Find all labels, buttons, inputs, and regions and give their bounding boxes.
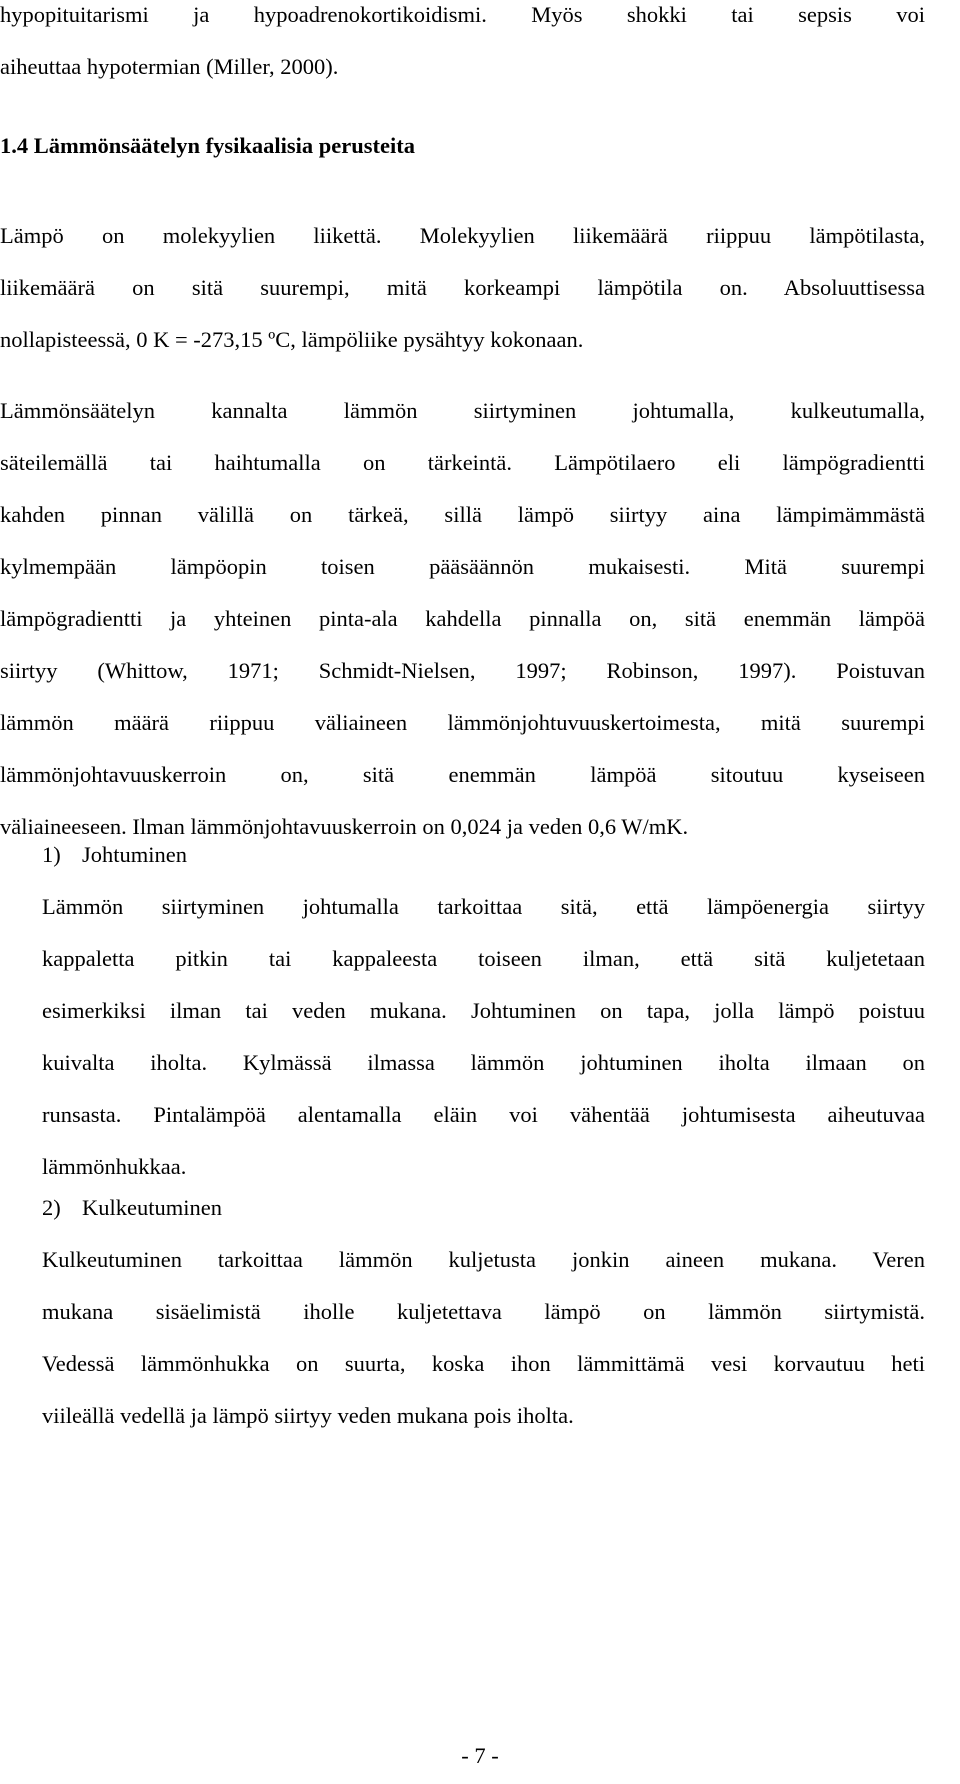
list-item-line: Lämmön siirtyminen johtumalla tarkoittaa sitä, että lämpöenergia siirtyy	[42, 894, 925, 919]
paragraph-1	[0, 210, 925, 366]
list-item-line: lämmönhukkaa.	[42, 1154, 187, 1179]
list-item-line: kappaletta pitkin tai kappaleesta toiseen ilman, että sitä kuljetetaan	[42, 946, 925, 971]
paragraph-line: lämpögradientti ja yhteinen pinta-ala kahdella pinnalla on, sitä enemmän lämpöä	[0, 606, 925, 631]
intro-line: aiheuttaa hypotermian (Miller, 2000).	[0, 54, 339, 79]
list-item-title	[42, 829, 925, 881]
page-heading: 1.4 Lämmönsäätelyn fysikaalisia perusteita	[0, 133, 416, 158]
paragraph-line: väliaineeseen. Ilman lämmönjohtavuuskerroin on 0,024 ja veden 0,6 W/mK.	[0, 814, 689, 839]
list-item-line: viileällä vedellä ja lämpö siirtyy veden mukana pois iholta.	[42, 1403, 574, 1428]
list-item-johtuminen	[42, 829, 925, 1193]
section-heading	[0, 120, 925, 172]
list-item-line: runsasta. Pintalämpöä alentamalla eläin voi vähentää johtumisesta aiheutuvaa	[42, 1102, 925, 1127]
list-item-title	[42, 1182, 925, 1234]
list-item-number: 2)	[42, 1195, 61, 1220]
paragraph-line: liikemäärä on sitä suurempi, mitä korkeampi lämpötila on. Absoluuttisessa	[0, 275, 925, 300]
paragraph-line: lämmön määrä riippuu väliaineen lämmönjohtuvuuskertoimesta, mitä suurempi	[0, 710, 925, 735]
paragraph-line: Lämpö on molekyylien liikettä. Molekyylien liikemäärä riippuu lämpötilasta,	[0, 223, 925, 248]
list-item-line: mukana sisäelimistä iholle kuljetettava lämpö on lämmön siirtymistä.	[42, 1299, 925, 1324]
paragraph-2	[0, 385, 925, 853]
list-item-number: 1)	[42, 842, 61, 867]
intro-paragraph	[0, 0, 925, 93]
list-item-line: kuivalta iholta. Kylmässä ilmassa lämmön johtuminen iholta ilmaan on	[42, 1050, 925, 1075]
list-item-line: Kulkeutuminen tarkoittaa lämmön kuljetusta jonkin aineen mukana. Veren	[42, 1247, 925, 1272]
page-number: - 7 -	[461, 1743, 499, 1768]
paragraph-line: nollapisteessä, 0 K = -273,15 ºC, lämpöliike pysähtyy kokonaan.	[0, 327, 584, 352]
list-item-title-text: Kulkeutuminen	[82, 1195, 222, 1220]
list-item-line: esimerkiksi ilman tai veden mukana. Johtuminen on tapa, jolla lämpö poistuu	[42, 998, 925, 1023]
paragraph-line: kylmempään lämpöopin toisen pääsäännön mukaisesti. Mitä suurempi	[0, 554, 925, 579]
list-item-line: Vedessä lämmönhukka on suurta, koska ihon lämmittämä vesi korvautuu heti	[42, 1351, 925, 1376]
paragraph-line: siirtyy (Whittow, 1971; Schmidt-Nielsen, 1997; Robinson, 1997). Poistuvan	[0, 658, 925, 683]
intro-line: hypopituitarismi ja hypoadrenokortikoidismi. Myös shokki tai sepsis voi	[0, 2, 925, 27]
paragraph-line: kahden pinnan välillä on tärkeä, sillä lämpö siirtyy aina lämpimämmästä	[0, 502, 925, 527]
list-item-kulkeutuminen	[42, 1182, 925, 1442]
paragraph-line: säteilemällä tai haihtumalla on tärkeintä. Lämpötilaero eli lämpögradientti	[0, 450, 925, 475]
paragraph-line: lämmönjohtavuuskerroin on, sitä enemmän lämpöä sitoutuu kyseiseen	[0, 762, 925, 787]
list-item-title-text: Johtuminen	[82, 842, 187, 867]
paragraph-line: Lämmönsäätelyn kannalta lämmön siirtyminen johtumalla, kulkeutumalla,	[0, 398, 925, 423]
